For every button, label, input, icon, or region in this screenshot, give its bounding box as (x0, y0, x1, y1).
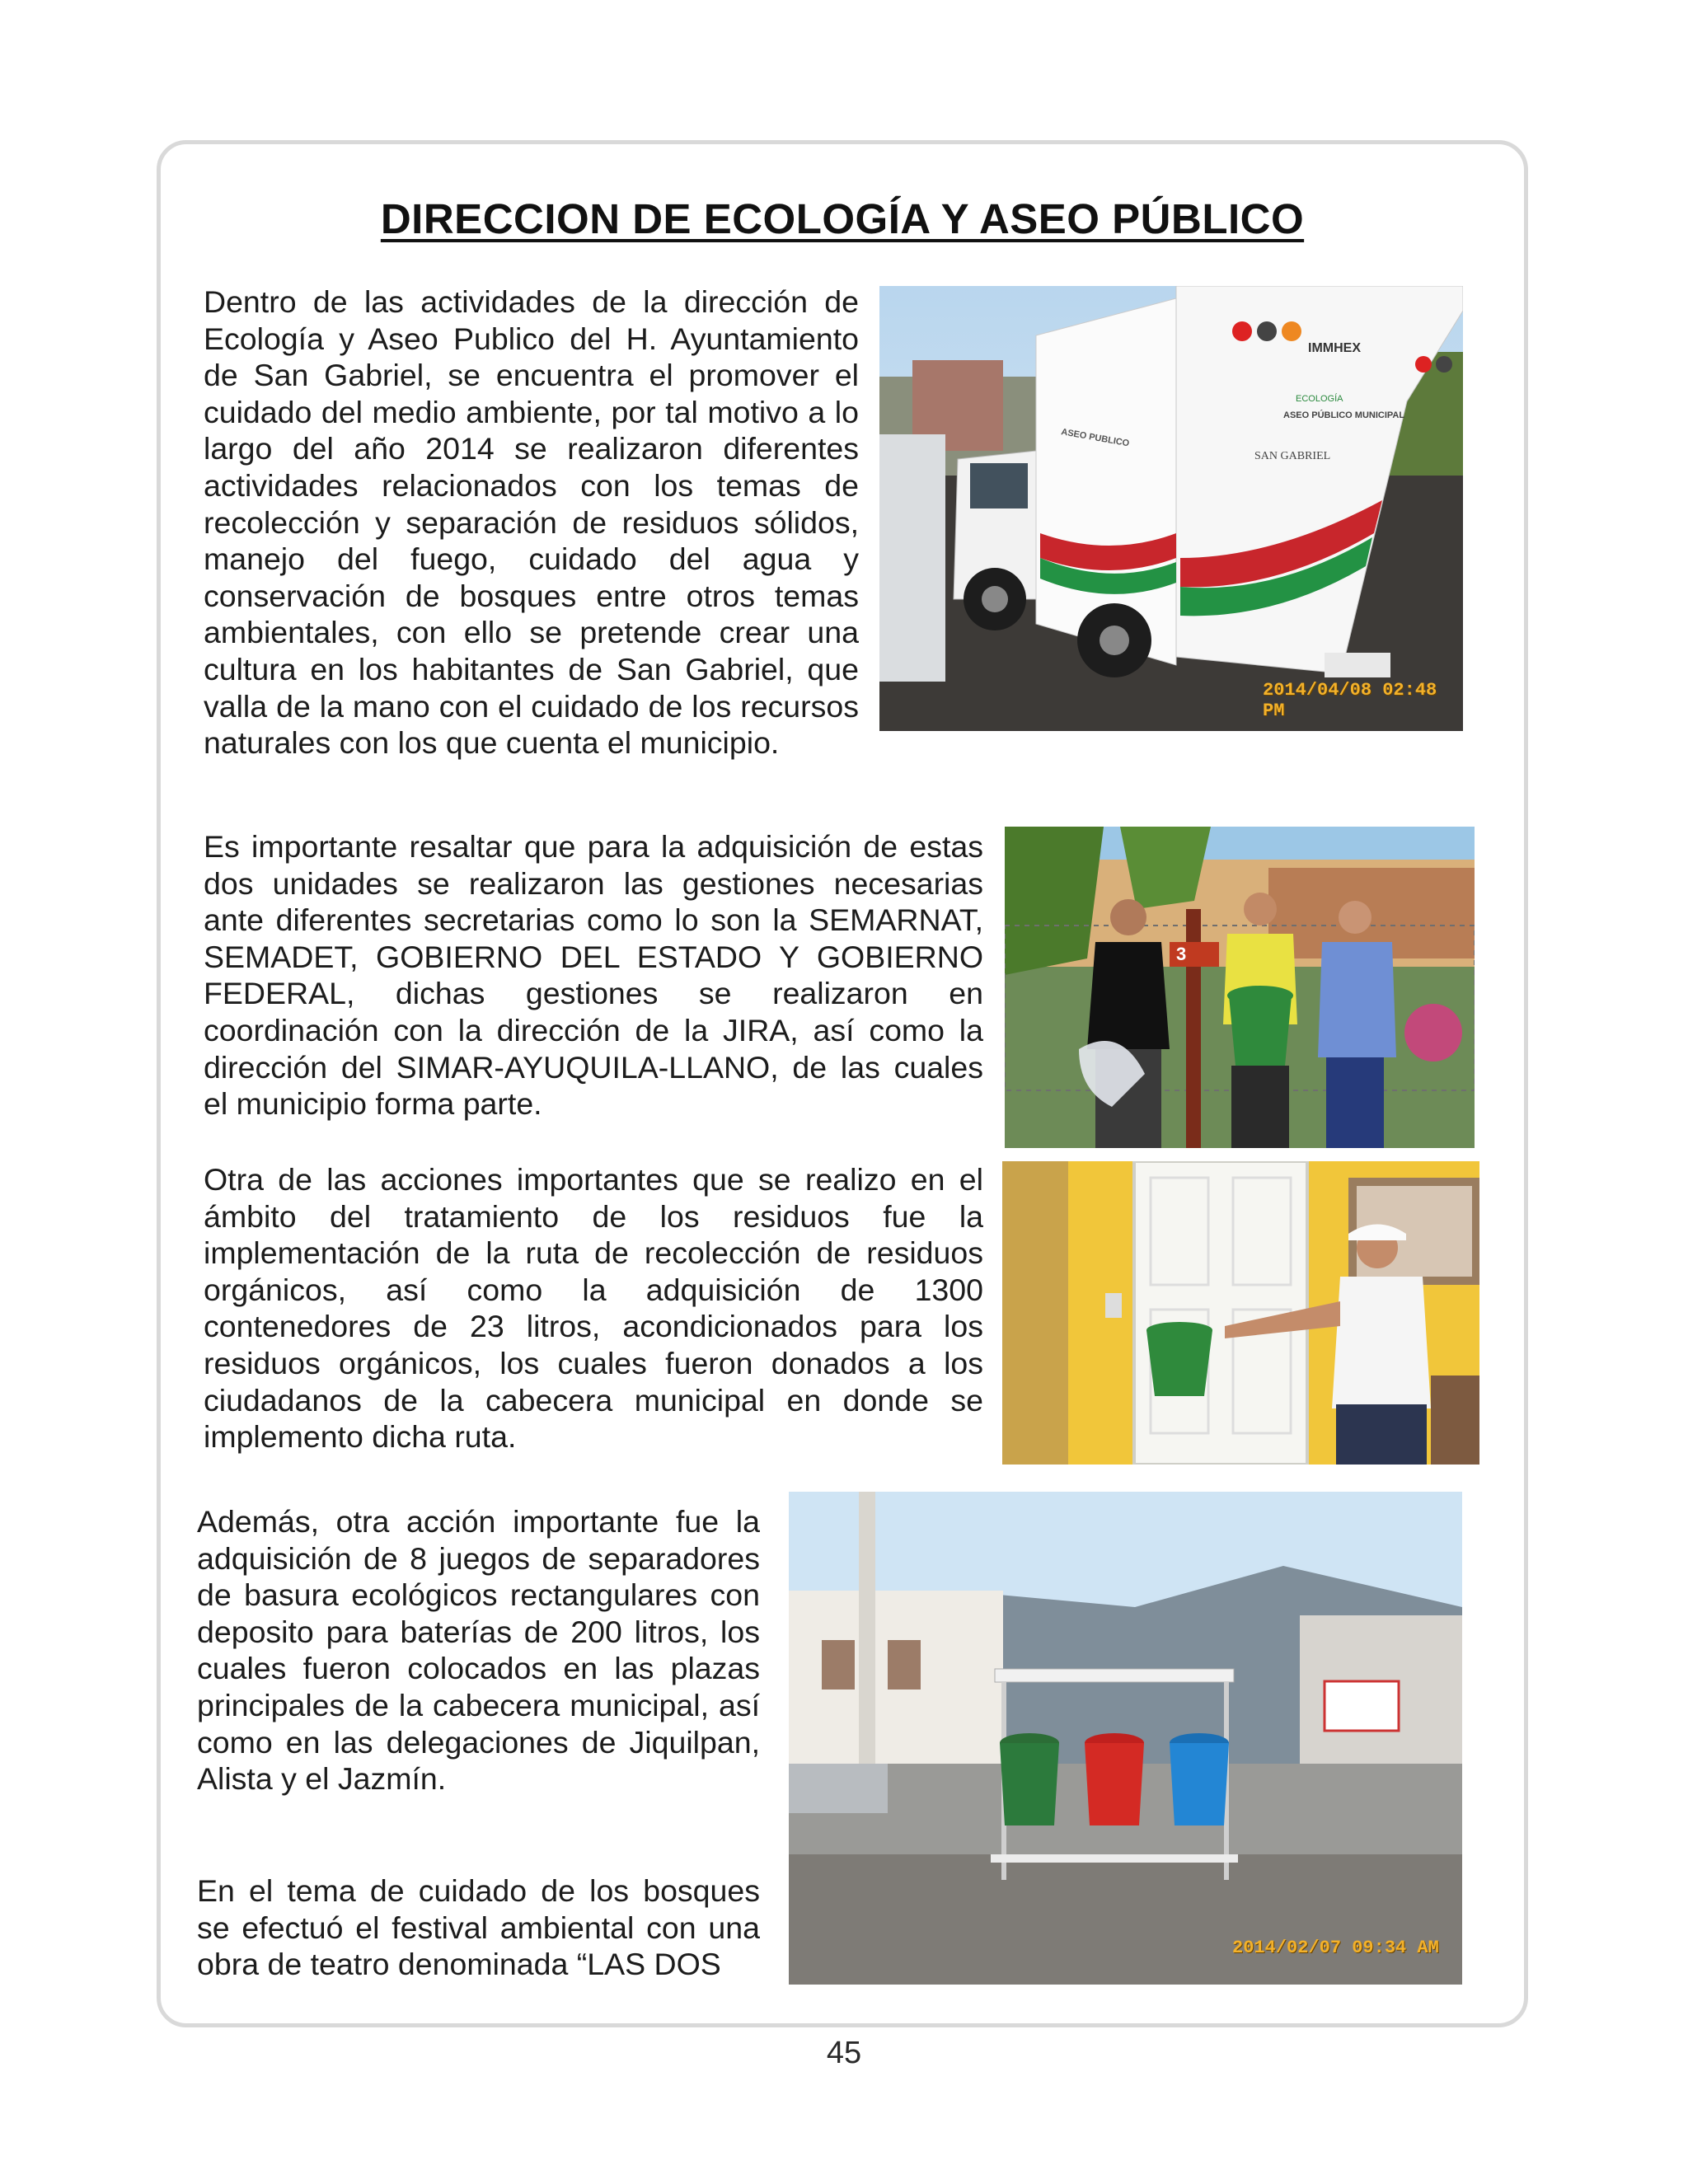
truck-text-logo: SAN GABRIEL (1254, 450, 1331, 462)
paragraph-bosques: En el tema de cuidado de los bosques se efectuó el festival ambiental con una obra de teatro denominada “LAS DOS (197, 1873, 760, 1982)
paragraph-separadores: Además, otra acción importante fue la adquisición de 8 juegos de separadores de basura ecológicos rectangulares con deposito para baterías de 200 litros, los cuales fueron colocados en las plazas principales de la cabecera municipal, así como en las delegaciones de Jiquilpan, Alista y el Jazmín. (197, 1504, 760, 1797)
page-title: DIRECCION DE ECOLOGÍA Y ASEO PÚBLICO (380, 195, 1305, 242)
truck-text-top: IMMHEX (1308, 341, 1361, 355)
paragraph-gestiones: Es importante resaltar que para la adquisición de estas dos unidades se realizaron las gestiones necesarias ante diferentes secretarias como lo son la SEMARNAT, SEMADET, GOBIERNO DEL ESTADO Y GOBIERNO FEDERAL, dichas gestiones se realizaron en coordinación con la dirección de la JIRA, así como la dirección del SIMAR-AYUQUILA-LLANO, de las cuales el municipio forma parte. (204, 829, 983, 1122)
paragraph-intro: Dentro de las actividades de la dirección de Ecología y Aseo Publico del H. Ayuntamiento de San Gabriel, se encuentra el promover el cuidado del medio ambiente, por tal motivo a lo largo del año 2014 se realizaron diferentes actividades relacionados con los temas de recolección y separación de residuos sólidos, manejo del fuego, cuidado del agua y conservación de bosques entre otros temas ambientales, con ello se pretende crear una cultura en los habitantes de San Gabriel, que valla de la mano con el cuidado de los recursos naturales con los que cuenta el municipio. (204, 284, 859, 761)
truck-text-mid: ECOLOGÍA (1296, 394, 1343, 404)
truck-text-side: ASEO PÚBLICO MUNICIPAL (1283, 410, 1405, 420)
bins-photo-timestamp: 2014/02/07 09:34 AM (1232, 1938, 1439, 1958)
photo-garbage-truck (879, 286, 1463, 731)
truck-text-cab: ASEO PUBLICO (1060, 427, 1131, 449)
page-number: 45 (826, 2036, 862, 2070)
photo-recycling-bins (789, 1492, 1462, 1985)
paragraph-ruta-organicos: Otra de las acciones importantes que se realizo en el ámbito del tratamiento de los residuos fue la implementación de la ruta de recolección de residuos orgánicos, así como la adquisición de 1300 contenedores de 23 litros, acondicionados para los residuos orgánicos, los cuales fueron donados a los ciudadanos de la cabecera municipal en donde se implemento dicha ruta. (204, 1162, 983, 1455)
photo-group-bins (1005, 827, 1475, 1148)
house-number: 3 (1176, 944, 1187, 964)
truck-photo-timestamp: 2014/04/08 02:48 PM (1263, 680, 1437, 721)
photo-organic-container (1002, 1161, 1479, 1465)
